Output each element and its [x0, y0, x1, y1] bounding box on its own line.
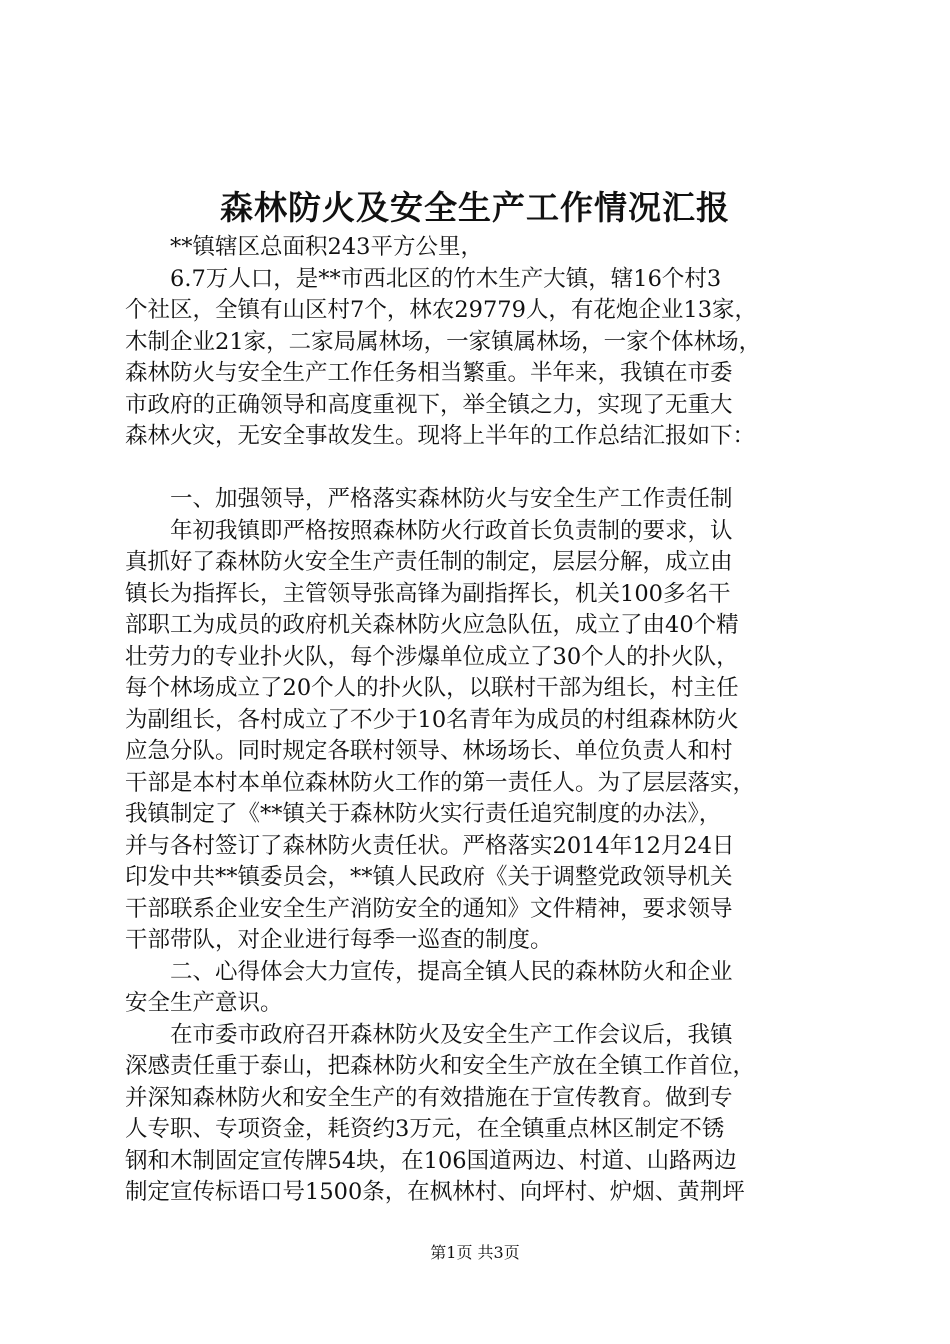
text-line: 并深知森林防火和安全生产的有效措施在于宣传教育。做到专 [125, 1084, 733, 1111]
text-line: 木制企业21家，二家局属林场，一家镇属林场，一家个体林场， [125, 328, 762, 355]
text-line: 壮劳力的专业扑火队，每个涉爆单位成立了30个人的扑火队， [125, 643, 739, 670]
text-line: 安全生产意识。 [125, 990, 283, 1016]
page-footer: 第1页 共3页 [430, 1243, 520, 1262]
text-line: 制定宣传标语口号1500条，在枫林村、向坪村、炉烟、黄荆坪 [125, 1179, 745, 1205]
text-line: 森林火灾，无安全事故发生。现将上半年的工作总结汇报如下： [125, 423, 756, 449]
text-line: 年初我镇即严格按照森林防火行政首长负责制的要求，认 [170, 517, 733, 544]
text-line: **镇辖区总面积243平方公里， [170, 234, 483, 260]
text-line: 钢和木制固定宣传牌54块，在106国道两边、村道、山路两边 [125, 1147, 737, 1174]
paragraph-publicity [125, 1020, 835, 1209]
text-line: 一、加强领导，严格落实森林防火与安全生产工作责任制 [170, 486, 733, 512]
text-line: 个社区，全镇有山区村7个，林农29779人，有花炮企业13家， [125, 297, 758, 323]
text-line: 为副组长，各村成立了不少于10名青年为成员的村组森林防火 [125, 706, 739, 733]
text-line: 干部带队，对企业进行每季一巡查的制度。 [125, 927, 553, 953]
text-line: 每个林场成立了20个人的扑火队，以联村干部为组长，村主任 [125, 675, 739, 701]
document-title: 森林防火及安全生产工作情况汇报 [220, 188, 730, 227]
paragraph-responsibility [125, 516, 835, 957]
section-heading-1 [125, 484, 835, 516]
text-line: 市政府的正确领导和高度重视下，举全镇之力，实现了无重大 [125, 391, 733, 418]
document-body [125, 232, 835, 1209]
text-line: 在市委市政府召开森林防火及安全生产工作会议后，我镇 [170, 1021, 733, 1048]
section-heading-2 [125, 957, 835, 1020]
text-line: 深感责任重于泰山，把森林防火和安全生产放在全镇工作首位， [125, 1053, 756, 1079]
text-line: 印发中共**镇委员会，**镇人民政府《关于调整党政领导机关 [125, 864, 733, 890]
text-line: 6.7万人口，是**市西北区的竹木生产大镇，辖16个村3 [170, 265, 722, 292]
text-line: 应急分队。同时规定各联村领导、林场场长、单位负责人和村 [125, 738, 733, 764]
text-line: 干部联系企业安全生产消防安全的通知》文件精神，要求领导 [125, 895, 733, 922]
paragraph-overview [125, 264, 835, 453]
text-line: 真抓好了森林防火安全生产责任制的制定，层层分解，成立由 [125, 549, 733, 575]
text-line: 部职工为成员的政府机关森林防火应急队伍，成立了由40个精 [125, 612, 739, 638]
paragraph-gap [125, 453, 835, 485]
text-line: 人专职、专项资金，耗资约3万元，在全镇重点林区制定不锈 [125, 1116, 725, 1142]
text-line: 森林防火与安全生产工作任务相当繁重。半年来，我镇在市委 [125, 360, 733, 386]
text-line: 我镇制定了《**镇关于森林防火实行责任追究制度的办法》， [125, 801, 722, 827]
text-line: 并与各村签订了森林防火责任状。严格落实2014年12月24日 [125, 832, 735, 859]
text-line: 镇长为指挥长，主管领导张高锋为副指挥长，机关100多名干 [125, 580, 731, 607]
text-line: 二、心得体会大力宣传，提高全镇人民的森林防火和企业 [170, 958, 733, 985]
text-line: 干部是本村本单位森林防火工作的第一责任人。为了层层落实， [125, 769, 756, 796]
paragraph-area-intro [125, 232, 835, 264]
